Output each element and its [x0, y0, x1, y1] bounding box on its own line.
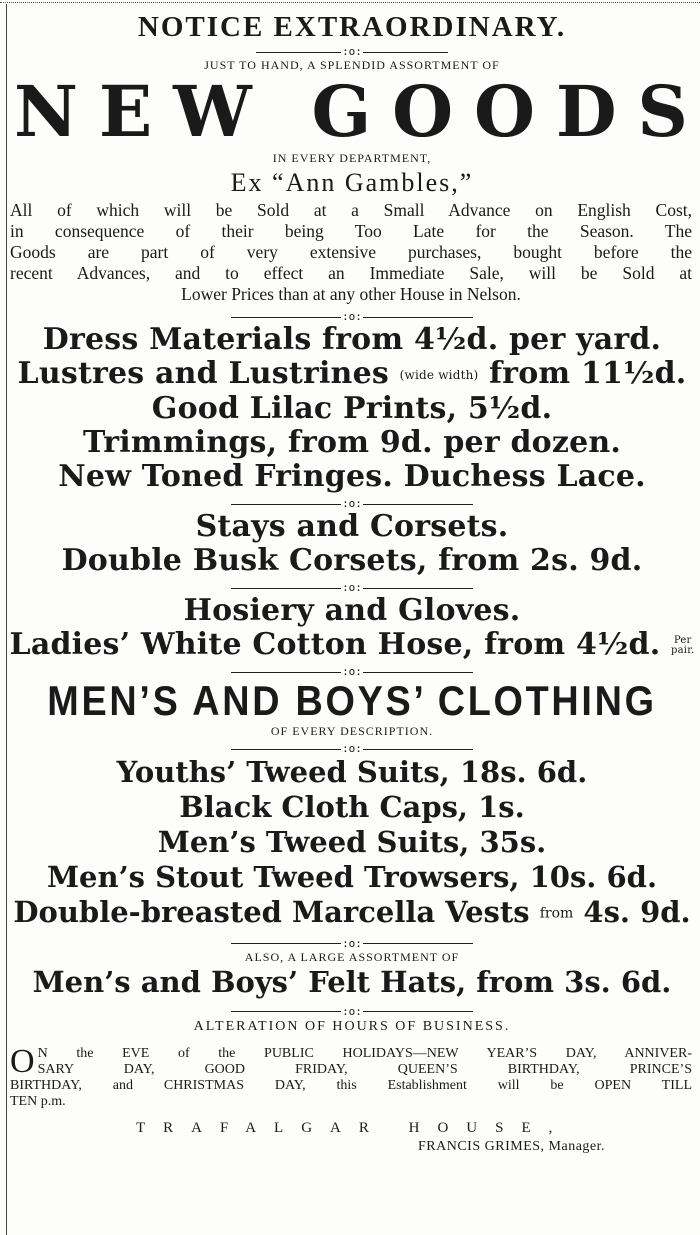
item-cotton-hose	[8, 628, 696, 662]
banner-letter: O	[392, 70, 454, 153]
department-line: IN EVERY DEPARTMENT,	[272, 151, 432, 165]
item-vests	[8, 895, 696, 932]
shop-name: TRAFALGAR HOUSE,	[136, 1119, 571, 1136]
also-line: ALSO, A LARGE ASSORTMENT OF	[244, 949, 460, 964]
headline: NOTICE EXTRAORDINARY.	[137, 11, 567, 43]
item-busk-corsets: Double Busk Corsets, from 2s. 9d.	[61, 543, 643, 578]
lustres-note: (wide width)	[399, 368, 479, 382]
holiday-line: SARY DAY, GOOD FRIDAY, QUEEN’S BIRTHDAY, PRINCE’S	[37, 1061, 692, 1077]
hose-text: Ladies’ White Cotton Hose, from 4½d.	[9, 627, 661, 662]
banner-letter: D	[555, 70, 617, 153]
new-goods-banner	[8, 70, 696, 153]
separator: :o:	[8, 496, 696, 510]
separator: :o:	[8, 936, 696, 950]
separator: :o:	[8, 580, 696, 594]
banner-letter: O	[473, 70, 535, 153]
paragraph-line: Goods are part of very extensive purchases, bought before the	[10, 242, 692, 262]
separator: :o:	[8, 309, 696, 323]
left-rule	[6, 4, 7, 1235]
item-dress-materials: Dress Materials from 4½d. per yard.	[42, 322, 662, 357]
separator: :o:	[8, 664, 696, 678]
top-rule	[0, 2, 700, 3]
vests-from: from	[539, 905, 574, 922]
holiday-notice	[8, 1042, 696, 1110]
banner-letter: S	[637, 70, 688, 153]
every-description-line: OF EVERY DESCRIPTION.	[270, 724, 434, 738]
item-hosiery: Hosiery and Gloves.	[183, 593, 521, 628]
manager-signature: FRANCIS GRIMES, Manager.	[418, 1138, 606, 1154]
ex-ship-line: Ex “Ann Gambles,”	[230, 168, 474, 197]
item-lustres	[8, 357, 696, 392]
item-lilac-prints: Good Lilac Prints, 5½d.	[151, 391, 553, 426]
item-fringes: New Toned Fringes. Duchess Lace.	[58, 459, 646, 494]
item-trowsers: Men’s Stout Tweed Trowsers, 10s. 6d.	[46, 860, 658, 894]
banner-letter: W	[173, 70, 252, 153]
per-pair-note: Per pair.	[671, 635, 695, 656]
paragraph-line: Lower Prices than at any other House in Nelson.	[181, 284, 521, 304]
item-stays: Stays and Corsets.	[195, 509, 509, 544]
banner-letter: N	[14, 70, 78, 153]
item-felt-hats: Men’s and Boys’ Felt Hats, from 3s. 6d.	[32, 964, 672, 999]
separator: :o:	[8, 741, 696, 755]
paragraph-line: All of which will be Sold at a Small Advance on English Cost,	[10, 200, 692, 220]
lustres-price: from 11½d.	[489, 356, 687, 391]
lustres-text: Lustres and Lustrines	[17, 356, 389, 391]
vests-price: 4s. 9d.	[583, 895, 691, 929]
paragraph-line: in consequence of their being Too Late for the Season. The	[10, 221, 692, 241]
mens-clothing-heading: MEN’S AND BOYS’ CLOTHING	[47, 677, 657, 724]
item-cloth-caps: Black Cloth Caps, 1s.	[179, 790, 525, 824]
separator: :o:	[8, 1004, 696, 1018]
paragraph-line: recent Advances, and to effect an Immediate Sale, will be Sold at	[10, 263, 692, 283]
holiday-line: N the EVE of the PUBLIC HOLIDAYS—NEW YEAR’S DAY, ANNIVER-	[37, 1045, 692, 1061]
intro-line: JUST TO HAND, A SPLENDID ASSORTMENT OF	[204, 58, 500, 72]
item-mens-suits: Men’s Tweed Suits, 35s.	[157, 825, 547, 859]
banner-letter	[273, 75, 291, 149]
banner-letter: E	[98, 70, 153, 153]
advertisement-body	[8, 6, 696, 1156]
description-paragraph	[8, 200, 696, 305]
holiday-dropcap: O	[10, 1042, 35, 1080]
banner-letter: G	[311, 70, 372, 153]
hours-heading: ALTERATION OF HOURS OF BUSINESS.	[193, 1018, 511, 1034]
holiday-line: TEN p.m.	[10, 1093, 66, 1109]
holiday-line: BIRTHDAY, and CHRISTMAS DAY, this Establishment will be OPEN TILL	[10, 1077, 692, 1093]
separator: :o:	[8, 44, 696, 58]
item-trimmings: Trimmings, from 9d. per dozen.	[82, 425, 622, 460]
vests-text: Double-breasted Marcella Vests	[13, 895, 530, 929]
item-youths-suits: Youths’ Tweed Suits, 18s. 6d.	[116, 755, 588, 789]
